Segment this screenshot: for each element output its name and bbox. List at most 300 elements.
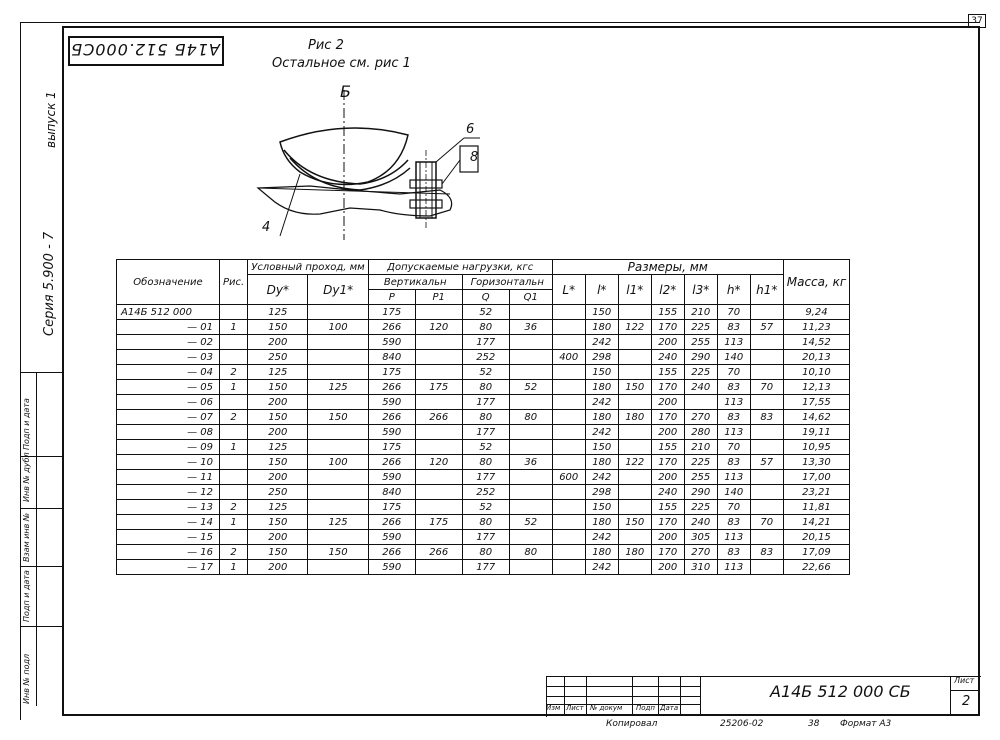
table-cell-dy: 150 [248,380,308,395]
hdr-mass: Масса, кг [783,260,849,305]
table-cell-n: — 11 [117,470,220,485]
figure-note: Остальное см. рис 1 [272,56,411,71]
table-cell-h: 70 [717,365,750,380]
strip-line [20,508,62,509]
table-cell-Q: 80 [462,545,509,560]
strip-divider [36,372,37,706]
table-cell-l3: 270 [684,410,717,425]
table-cell-dy: 125 [248,440,308,455]
tb-caption: Дата [660,704,679,712]
table-cell-dy: 200 [248,560,308,575]
table-cell-P: 590 [368,395,415,410]
table-cell-l: 242 [585,425,618,440]
table-cell-n: — 08 [117,425,220,440]
table-cell-Q1 [509,365,552,380]
table-cell-l: 180 [585,545,618,560]
callout-4: 4 [262,220,271,235]
table-cell-l2: 200 [651,395,684,410]
table-cell-l2: 155 [651,440,684,455]
table-cell-l3: 290 [684,350,717,365]
table-cell-n: — 12 [117,485,220,500]
table-cell-P: 175 [368,500,415,515]
table-cell-L: 400 [552,350,585,365]
table-cell-Q1 [509,425,552,440]
table-cell-dy1: 150 [308,545,368,560]
table-cell-l2: 200 [651,470,684,485]
spec-table [116,259,850,575]
table-cell-l2: 200 [651,335,684,350]
table-cell-Q1 [509,500,552,515]
table-cell-dy: 125 [248,305,308,320]
hdr-p1: P1 [415,290,462,305]
table-cell-m: 17,09 [783,545,849,560]
table-cell-L [552,440,585,455]
table-cell-dy1: 125 [308,380,368,395]
footer-order: 25206-02 [720,719,764,729]
table-cell-l: 150 [585,500,618,515]
table-cell-n: — 17 [117,560,220,575]
table-cell-rs [220,425,248,440]
table-cell-h: 70 [717,440,750,455]
table-cell-l2: 170 [651,455,684,470]
hdr-dy: Dу* [248,275,308,305]
table-cell-Q1 [509,395,552,410]
table-cell-Q1 [509,335,552,350]
table-cell-Q1: 36 [509,320,552,335]
hdr-L: L* [552,275,585,305]
table-cell-l: 180 [585,320,618,335]
table-cell-dy1 [308,530,368,545]
callout-8: 8 [470,150,479,165]
tb-line [700,676,701,716]
table-cell-l1: 122 [618,455,651,470]
table-cell-P: 266 [368,320,415,335]
table-row [117,530,850,545]
table-row [117,305,850,320]
table-cell-Q1 [509,350,552,365]
table-cell-P: 590 [368,425,415,440]
table-cell-dy1 [308,350,368,365]
table-cell-Q: 80 [462,380,509,395]
table-cell-l1 [618,305,651,320]
table-cell-m: 14,62 [783,410,849,425]
table-cell-Q1 [509,470,552,485]
view-label: Б [340,82,351,101]
table-cell-dy: 150 [248,410,308,425]
table-cell-l2: 240 [651,485,684,500]
table-cell-h: 83 [717,380,750,395]
table-cell-n: — 09 [117,440,220,455]
tb-line [950,676,951,716]
table-cell-P: 266 [368,455,415,470]
table-cell-l1 [618,365,651,380]
table-cell-P: 266 [368,515,415,530]
table-row [117,350,850,365]
table-cell-l1 [618,335,651,350]
table-cell-l1 [618,440,651,455]
table-row [117,320,850,335]
table-cell-n: — 16 [117,545,220,560]
table-cell-l2: 240 [651,350,684,365]
table-cell-dy: 250 [248,350,308,365]
table-cell-l2: 170 [651,410,684,425]
table-cell-rs: 2 [220,365,248,380]
table-cell-m: 20,15 [783,530,849,545]
table-cell-dy1 [308,470,368,485]
table-cell-dy1: 100 [308,320,368,335]
table-cell-L [552,320,585,335]
table-cell-Q: 177 [462,530,509,545]
table-cell-l1: 180 [618,545,651,560]
table-cell-rs: 2 [220,410,248,425]
table-cell-dy: 200 [248,335,308,350]
figure-title: Рис 2 [308,38,344,53]
hdr-l: l* [585,275,618,305]
table-cell-P1 [415,500,462,515]
table-cell-l3: 210 [684,305,717,320]
table-cell-h1 [750,305,783,320]
table-cell-l3: 225 [684,500,717,515]
table-cell-m: 10,10 [783,365,849,380]
table-cell-l3: 225 [684,365,717,380]
table-cell-h1: 70 [750,515,783,530]
table-cell-Q: 252 [462,485,509,500]
table-cell-rs [220,350,248,365]
table-cell-P1: 120 [415,455,462,470]
table-cell-h1 [750,350,783,365]
table-cell-l1 [618,485,651,500]
table-cell-h1: 83 [750,545,783,560]
table-cell-L [552,380,585,395]
table-cell-n: — 05 [117,380,220,395]
table-cell-l: 180 [585,455,618,470]
strip-line [20,626,62,627]
table-cell-Q: 52 [462,440,509,455]
strip-line [20,566,62,567]
table-cell-L [552,530,585,545]
table-cell-h: 70 [717,305,750,320]
table-cell-n: — 06 [117,395,220,410]
table-cell-P: 266 [368,410,415,425]
table-cell-l3: 305 [684,530,717,545]
table-cell-L [552,425,585,440]
tb-caption: Изм [546,704,561,712]
table-cell-m: 12,13 [783,380,849,395]
table-cell-l: 150 [585,305,618,320]
table-cell-L [552,455,585,470]
table-cell-h: 113 [717,395,750,410]
table-cell-l1 [618,500,651,515]
table-cell-l: 242 [585,395,618,410]
support-drawing [250,90,480,240]
table-cell-l: 242 [585,560,618,575]
spec-table-body [117,305,850,575]
table-cell-h1 [750,425,783,440]
table-row [117,485,850,500]
table-cell-h: 113 [717,560,750,575]
hdr-dy1: Dу1* [308,275,368,305]
table-cell-m: 11,23 [783,320,849,335]
table-cell-l2: 170 [651,545,684,560]
table-cell-rs: 1 [220,320,248,335]
table-cell-Q: 80 [462,320,509,335]
table-cell-l1: 180 [618,410,651,425]
table-cell-l2: 155 [651,305,684,320]
table-cell-P: 175 [368,440,415,455]
table-cell-h: 70 [717,500,750,515]
table-cell-m: 19,11 [783,425,849,440]
table-cell-l: 298 [585,485,618,500]
strip-line [20,372,62,373]
table-row [117,335,850,350]
table-cell-m: 17,55 [783,395,849,410]
table-cell-h1 [750,335,783,350]
table-cell-P1 [415,560,462,575]
table-row [117,410,850,425]
table-cell-Q: 52 [462,365,509,380]
table-cell-n: — 10 [117,455,220,470]
table-cell-dy: 200 [248,425,308,440]
table-cell-l1: 122 [618,320,651,335]
table-cell-l1: 150 [618,515,651,530]
table-cell-h: 83 [717,455,750,470]
table-cell-l2: 200 [651,560,684,575]
table-row [117,560,850,575]
table-cell-Q1 [509,530,552,545]
table-cell-P: 590 [368,470,415,485]
issue-label: выпуск 1 [44,91,58,148]
table-cell-P1: 175 [415,380,462,395]
table-row [117,470,850,485]
table-cell-dy1: 150 [308,410,368,425]
table-cell-h1 [750,560,783,575]
table-cell-dy: 125 [248,365,308,380]
table-cell-n: А14Б 512 000 [117,305,220,320]
table-cell-dy: 150 [248,320,308,335]
footer-format: Формат А3 [840,719,892,729]
table-cell-L [552,395,585,410]
table-cell-Q: 80 [462,515,509,530]
table-cell-m: 20,13 [783,350,849,365]
table-cell-n: — 04 [117,365,220,380]
table-cell-rs: 2 [220,500,248,515]
table-cell-dy1 [308,500,368,515]
table-cell-Q1 [509,305,552,320]
table-cell-dy: 250 [248,485,308,500]
title-block-sheet-number: 2 [962,694,971,709]
table-row [117,365,850,380]
table-cell-P1 [415,425,462,440]
table-cell-h1 [750,395,783,410]
table-cell-L [552,335,585,350]
table-cell-l1: 150 [618,380,651,395]
hdr-l3: l3* [684,275,717,305]
table-row [117,515,850,530]
hdr-l2: l2* [651,275,684,305]
hdr-h1: h1* [750,275,783,305]
table-cell-m: 13,30 [783,455,849,470]
table-cell-dy1: 100 [308,455,368,470]
hdr-sizes: Размеры, мм [552,260,783,275]
table-cell-Q1: 52 [509,380,552,395]
table-cell-l1 [618,560,651,575]
table-cell-P: 840 [368,485,415,500]
table-cell-m: 14,52 [783,335,849,350]
table-cell-l3: 210 [684,440,717,455]
table-cell-dy1 [308,395,368,410]
stamp-code-upside-down: А14Б 512.000СБ [70,40,220,59]
table-cell-m: 9,24 [783,305,849,320]
table-cell-dy: 200 [248,530,308,545]
table-cell-n: — 01 [117,320,220,335]
table-cell-l3: 225 [684,320,717,335]
hdr-p: P [368,290,415,305]
table-cell-P1 [415,530,462,545]
table-cell-h: 83 [717,545,750,560]
table-cell-l1 [618,530,651,545]
table-cell-l3: 280 [684,425,717,440]
table-cell-l: 150 [585,365,618,380]
table-cell-h1: 57 [750,320,783,335]
table-cell-m: 11,81 [783,500,849,515]
table-cell-L [552,305,585,320]
table-cell-h: 113 [717,470,750,485]
tb-line [546,696,700,697]
table-cell-L [552,560,585,575]
table-cell-P: 590 [368,335,415,350]
table-cell-l3: 240 [684,380,717,395]
table-cell-Q: 80 [462,455,509,470]
table-cell-l3: 310 [684,560,717,575]
table-cell-dy1: 125 [308,515,368,530]
table-cell-l1 [618,425,651,440]
sheet-top-border [20,22,980,23]
hdr-l1: l1* [618,275,651,305]
table-cell-dy1 [308,305,368,320]
table-cell-rs [220,455,248,470]
sheet-left-border [20,22,21,720]
table-row [117,545,850,560]
strip-label: Взам инв № [22,512,31,562]
table-cell-h1 [750,470,783,485]
table-cell-dy1 [308,560,368,575]
table-cell-h: 140 [717,350,750,365]
table-cell-L: 600 [552,470,585,485]
table-cell-l3: 225 [684,455,717,470]
table-cell-dy: 125 [248,500,308,515]
table-cell-P1 [415,350,462,365]
table-cell-h: 83 [717,320,750,335]
table-cell-l: 180 [585,515,618,530]
hdr-q: Q [462,290,509,305]
tb-caption: Лист [566,704,584,712]
table-cell-dy: 150 [248,455,308,470]
table-row [117,425,850,440]
table-cell-P: 175 [368,365,415,380]
hdr-vertical: Вертикальн [368,275,462,290]
hdr-q1: Q1 [509,290,552,305]
table-cell-rs [220,530,248,545]
table-cell-dy1 [308,365,368,380]
tb-line [546,686,700,687]
table-cell-l: 298 [585,350,618,365]
table-cell-l: 242 [585,335,618,350]
table-cell-h: 83 [717,410,750,425]
hdr-nominal: Условный проход, мм [248,260,369,275]
table-cell-P: 590 [368,530,415,545]
table-cell-P1 [415,335,462,350]
table-cell-rs: 2 [220,545,248,560]
table-cell-dy: 150 [248,515,308,530]
table-cell-m: 10,95 [783,440,849,455]
table-cell-n: — 03 [117,350,220,365]
table-cell-n: — 02 [117,335,220,350]
table-row [117,455,850,470]
table-cell-P: 590 [368,560,415,575]
footer-copied: Копировал [606,719,658,729]
table-cell-rs [220,305,248,320]
table-cell-dy1 [308,425,368,440]
table-cell-h1 [750,500,783,515]
table-cell-rs: 1 [220,380,248,395]
table-cell-l2: 155 [651,365,684,380]
table-cell-h1: 70 [750,380,783,395]
title-block-code: А14Б 512 000 СБ [770,682,911,701]
table-cell-L [552,410,585,425]
title-block-sheet-label: Лист [954,676,975,685]
table-cell-l2: 170 [651,515,684,530]
strip-label: Инв № дубл [22,452,31,502]
table-cell-Q: 177 [462,470,509,485]
hdr-loads: Допускаемые нагрузки, кгс [368,260,552,275]
hdr-horizontal: Горизонтальн [462,275,552,290]
table-row [117,395,850,410]
table-cell-P1: 266 [415,410,462,425]
table-cell-l3: 255 [684,470,717,485]
table-cell-Q1: 80 [509,545,552,560]
table-cell-l3: 270 [684,545,717,560]
table-cell-Q: 177 [462,425,509,440]
table-cell-h: 113 [717,335,750,350]
hdr-fig: Рис. [220,260,248,305]
table-cell-dy: 150 [248,545,308,560]
table-cell-n: — 14 [117,515,220,530]
tb-caption: № докум [590,704,623,712]
table-cell-l1 [618,470,651,485]
table-cell-P1 [415,470,462,485]
table-cell-P: 840 [368,350,415,365]
table-cell-rs [220,335,248,350]
table-cell-l: 180 [585,410,618,425]
table-cell-rs: 1 [220,440,248,455]
table-cell-Q1 [509,560,552,575]
table-cell-dy: 200 [248,395,308,410]
table-cell-Q: 177 [462,335,509,350]
table-cell-l2: 170 [651,320,684,335]
table-cell-l2: 200 [651,425,684,440]
table-cell-P1 [415,440,462,455]
table-cell-P1: 120 [415,320,462,335]
table-cell-P1 [415,485,462,500]
table-cell-n: — 15 [117,530,220,545]
table-cell-l: 242 [585,530,618,545]
table-cell-L [552,485,585,500]
table-cell-n: — 13 [117,500,220,515]
table-cell-P: 175 [368,305,415,320]
table-cell-dy1 [308,485,368,500]
table-row [117,500,850,515]
table-cell-h: 113 [717,425,750,440]
